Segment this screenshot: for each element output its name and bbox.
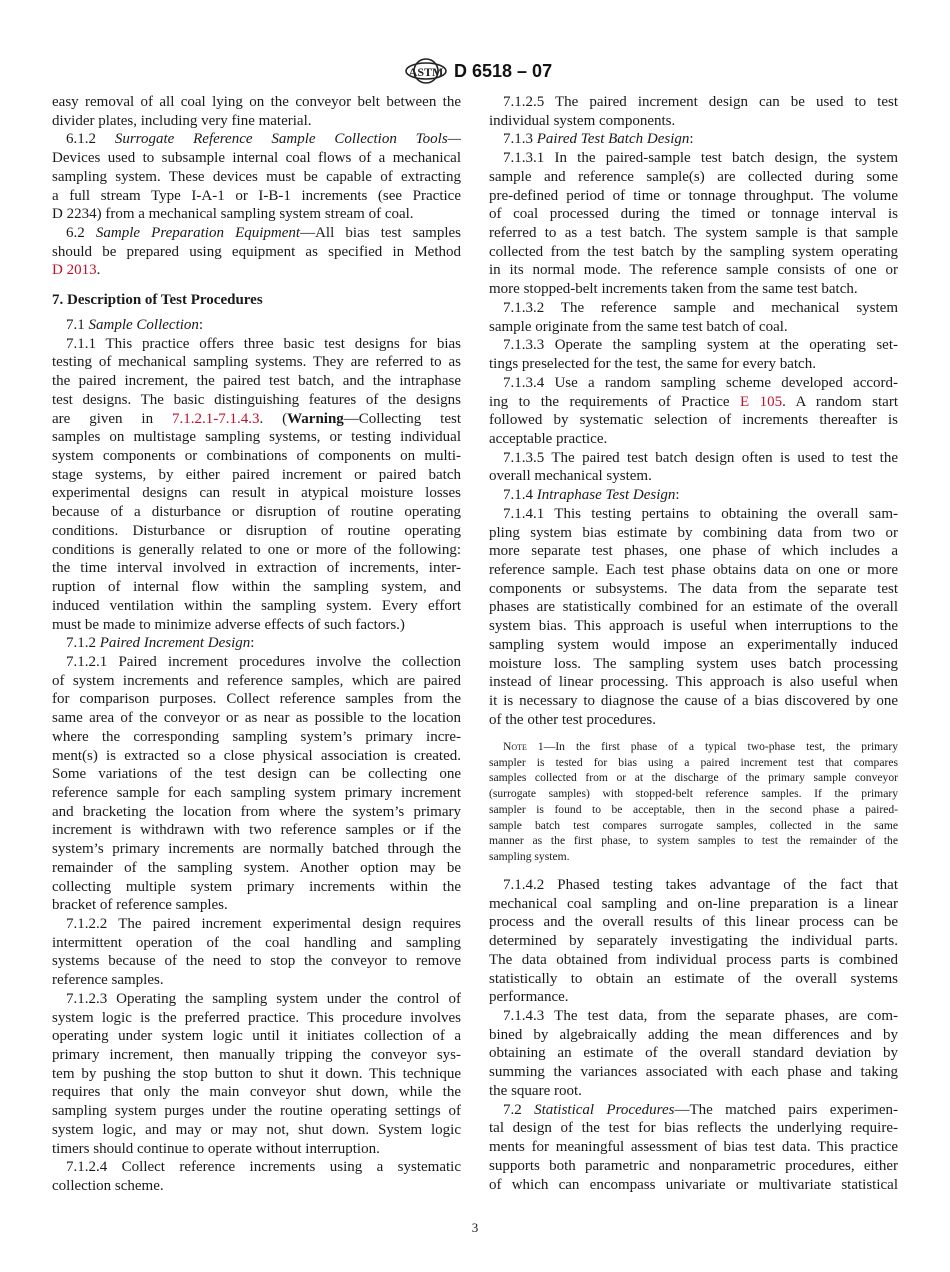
right-column-top: [489, 93, 898, 729]
text-line: collected from the test batch by the sampling system operating: [489, 243, 898, 260]
text-line: bined by algebraically adding the mean differences and by: [489, 1026, 898, 1043]
text-line: systems because of the need to stop the conveyor to remove: [52, 953, 461, 970]
text-line: where the corresponding sampling system’s primary incre-: [52, 728, 461, 745]
text-line: instead of linear processing. This approach is also useful when: [489, 674, 898, 691]
text-line: [52, 224, 461, 243]
text-line: 7.1.3.4 Use a random sampling scheme developed accord-: [503, 374, 898, 391]
italic-title: Paired Test Batch Design: [536, 131, 690, 148]
text-line: ments for meaningful assessment of bias test data. This practice: [489, 1139, 898, 1156]
text-line: sampling system purges under the routine operating settings of: [52, 1103, 461, 1120]
text-run: . (: [259, 410, 288, 427]
text-line: test designs. The basic distinguishing features of the designs: [52, 391, 461, 408]
text-line: 7.1.4.1 This testing pertains to obtaining the overall sam-: [503, 505, 898, 522]
text-line: [489, 393, 898, 412]
text-line: system components or combinations of components on multi-: [52, 448, 461, 465]
text-line: reference sample. Each test phase obtains data on one or more: [489, 561, 898, 578]
left-column-top: [52, 93, 461, 280]
text-line: samples on multistage sampling systems, or testing individual: [52, 429, 461, 446]
italic-title: Sample Collection: [88, 317, 199, 333]
text-line: easy removal of all coal lying on the conveyor belt between the: [52, 94, 461, 110]
text-line: The data obtained from individual process parts is combined: [489, 951, 898, 968]
reference-link[interactable]: D 2013: [52, 262, 97, 279]
text-line: ment(s) is extracted so a close physical association is created.: [52, 747, 461, 764]
svg-text:ASTM: ASTM: [408, 65, 444, 79]
text-line: [489, 739, 898, 755]
page-header: [404, 56, 552, 86]
text-line: Devices used to subsample internal coal flows of a mechanical: [52, 150, 461, 167]
text-line: induced ventilation within the sampling system. Every effort: [52, 597, 461, 614]
text-line: followed by systematic selection of increments thereafter is: [489, 412, 898, 429]
text-line: system logic, and may or may not, shut down. System logic: [52, 1121, 461, 1138]
text-line: in its normal mode. The reference sample consists of one or: [489, 262, 898, 279]
text-line: Some variations of the test design can be collecting one: [52, 766, 461, 783]
text-line: summing the variances associated with each phase and taking: [489, 1064, 898, 1081]
text-line: tem by pushing the stop button to shut it down. This technique: [52, 1065, 461, 1082]
text-line: referred to as a test batch. The system sample is that sample: [489, 225, 898, 242]
text-line: manner as the first phase, to system samples to test the remainder of the: [489, 834, 898, 848]
text-run: —The matched pairs experimen-: [674, 1101, 898, 1118]
text-line: 7.1.2.2 The paired increment experimental design requires: [66, 916, 461, 932]
text-run: 6.2: [66, 225, 96, 242]
bold-text: Warning: [287, 410, 344, 427]
text-line: overall mechanical system.: [489, 468, 652, 485]
text-line: conditions is generally related to one or more of the following:: [52, 541, 461, 558]
text-run: —All bias test samples: [300, 225, 461, 242]
text-run: :: [198, 317, 204, 333]
text-run: :: [250, 635, 255, 652]
text-line: sampler is found to be acceptable, then in the second phase a paired-: [489, 802, 898, 816]
text-line: system logic is the preferred practice. This procedure involves: [52, 1009, 461, 1026]
text-run: 1—In the first phase of a typical two-phase test, the primary: [526, 740, 898, 753]
text-line: of system increments and reference samples, which are paired: [52, 672, 461, 689]
text-line: (surrogate samples) with stopped-belt reference samples. If the primary: [489, 787, 898, 801]
text-line: 7.1.3.1 In the paired-sample test batch design, the system: [503, 150, 898, 167]
text-line: the time interval involved in extraction of increments, inter-: [52, 560, 461, 577]
text-line: [52, 261, 461, 280]
text-line: supports both parametric and nonparametric procedures, either: [489, 1157, 898, 1174]
text-line: ruption of internal flow within the sampling system, and: [52, 579, 461, 596]
text-line: obtaining an estimate of the overall standard deviation by: [489, 1045, 898, 1062]
text-line: 7.1.2.5 The paired increment design can be used to test: [503, 94, 898, 110]
right-column-bottom: [489, 876, 898, 1194]
note-label: Note: [503, 740, 527, 753]
text-line: tings preselected for the test, the same for every batch.: [489, 356, 816, 373]
text-line: sampling system. These devices must be capable of extracting: [52, 168, 461, 185]
text-line: [52, 634, 461, 653]
text-line: divider plates, including very fine material.: [52, 112, 312, 129]
text-line: statistically to obtain an estimate of the overall systems: [489, 970, 898, 987]
text-line: of which can encompass univariate or multivariate statistical: [489, 1176, 898, 1193]
text-line: of the other test procedures.: [489, 711, 657, 728]
text-line: pre-defined period of time or tonnage throughput. The volume: [489, 187, 898, 204]
text-line: [52, 316, 461, 335]
text-line: collection scheme.: [52, 1178, 164, 1195]
text-line: experimental designs can result in atypical moisture losses: [52, 485, 461, 502]
text-run: —Collecting test: [343, 410, 461, 427]
text-line: a full stream Type I-A-1 or I-B-1 increments (see Practice: [52, 187, 461, 204]
text-line: remainder of the sampling system. Another option may be: [52, 859, 461, 876]
text-line: mechanical coal sampling and on-line preparation is a linear: [489, 895, 898, 912]
text-line: sample originate from the same test batch of coal.: [489, 318, 788, 335]
text-run: :: [675, 487, 680, 504]
text-line: collecting multiple system primary increments within the: [52, 878, 461, 895]
text-line: pling system bias estimate by combining data from two or: [489, 524, 898, 541]
text-line: 7.1.2.4 Collect reference increments using a systematic: [66, 1159, 461, 1176]
reference-link[interactable]: E 105: [739, 393, 783, 410]
text-line: sampling system would impose an experimentally induced: [489, 636, 898, 653]
left-column-main: [52, 316, 461, 1196]
text-line: components or subsystems. The data from the separate test: [489, 580, 898, 597]
text-line: 7.1.2.1 Paired increment procedures involve the collection: [66, 653, 461, 670]
text-line: same area of the conveyor or as near as possible to the location: [52, 710, 461, 727]
text-run: 6.1.2: [66, 131, 115, 148]
text-line: the paired increment, the paired test batch, and the intraphase: [52, 373, 461, 390]
text-line: sampler is tested for bias using a paired increment test that compares: [489, 755, 898, 769]
text-line: determined by separately investigating the individual parts.: [489, 933, 898, 950]
text-line: bracket of reference samples.: [52, 897, 228, 914]
text-run: 7.1: [66, 317, 89, 333]
page-number: 3: [471, 1220, 479, 1235]
italic-title: Paired Increment Design: [99, 635, 251, 652]
text-line: 7.1.3.2 The reference sample and mechanical system: [503, 299, 898, 316]
text-line: D 2234) from a mechanical sampling system stream of coal.: [52, 206, 414, 223]
text-line: operating under system logic until it initiates collection of a: [52, 1028, 461, 1045]
text-line: intermittent operation of the coal handling and sampling: [52, 934, 461, 951]
text-line: samples collected from or at the discharge of the primary sample conveyor: [489, 771, 898, 785]
text-line: testing of mechanical sampling systems. They are referred to as: [52, 354, 461, 371]
text-line: primary increment, then manually tripping the conveyor sys-: [52, 1047, 461, 1064]
text-line: [489, 486, 898, 505]
text-line: sample and reference sample(s) are collected during some: [489, 168, 898, 185]
text-line: 7.1.4.2 Phased testing takes advantage of the fact that: [503, 877, 898, 893]
text-line: tal design of the test for bias reflects the underlying require-: [489, 1120, 898, 1137]
italic-title: Sample Preparation Equipment: [95, 225, 301, 242]
text-line: moisture loss. The sampling system uses batch processing: [489, 655, 898, 672]
text-line: 7.1.3.3 Operate the sampling system at the operating set-: [503, 337, 898, 354]
text-run: 7.1.2: [66, 635, 100, 652]
text-line: system bias. This approach is useful when interruptions to the: [489, 618, 898, 635]
text-line: [489, 130, 898, 149]
text-line: for comparison purposes. Collect reference samples from the: [52, 691, 461, 708]
text-run: 7.2: [503, 1101, 535, 1118]
text-line: [489, 1101, 898, 1120]
text-line: 7.1.3.5 The paired test batch design often is used to test the: [503, 449, 898, 466]
text-line: acceptable practice.: [489, 430, 608, 447]
text-run: . A random start: [782, 393, 898, 410]
text-line: it is necessary to diagnose the cause of a bias discovered by one: [489, 693, 898, 709]
italic-title: Intraphase Test Design: [536, 487, 676, 504]
astm-logo-icon: [404, 56, 448, 86]
text-line: more stopped-belt increments taken from the same test batch.: [489, 281, 858, 298]
text-run: are given in: [52, 410, 172, 427]
text-line: 7.1.1 This practice offers three basic test designs for bias: [66, 335, 461, 352]
text-run: 7.1.3: [503, 131, 537, 148]
text-line: sample batch test compares surrogate samples, collected in the same: [489, 818, 898, 832]
text-line: sampling system.: [489, 849, 570, 863]
text-line: reference sample for each sampling system primary increment: [52, 784, 461, 801]
text-run: .: [96, 262, 101, 279]
text-line: process and the overall results of this linear process can be: [489, 914, 898, 931]
text-line: should be prepared using equipment as specified in Method: [52, 243, 461, 260]
text-line: 7.1.4.3 The test data, from the separate phases, are com-: [503, 1008, 898, 1025]
italic-title: Statistical Procedures: [534, 1101, 675, 1118]
text-line: because of a disturbance or disruption of routine operating: [52, 504, 461, 521]
reference-link[interactable]: 7.1.2.1-7.1.4.3: [171, 410, 260, 427]
text-line: the square root.: [489, 1082, 582, 1099]
italic-title: Surrogate Reference Sample Collection Tools—: [114, 131, 461, 148]
text-line: timers should continue to operate without interruption.: [52, 1140, 380, 1157]
text-line: requires that only the main conveyor shut down, while the: [52, 1084, 461, 1101]
document-designation: D 6518 – 07: [454, 60, 553, 81]
text-line: reference samples.: [52, 972, 164, 989]
text-line: increment is withdrawn with two reference samples or if the: [52, 822, 461, 839]
text-line: 7.1.2.3 Operating the sampling system under the control of: [66, 990, 461, 1007]
text-line: of coal processed during the timed or tonnage interval is: [489, 206, 898, 223]
text-line: individual system components.: [489, 112, 676, 129]
text-line: and bracketing the location from where the system’s primary: [52, 803, 461, 820]
text-line: phases are statistically combined for an estimate of the overall: [489, 599, 898, 616]
text-line: must be made to minimize adverse effects of such factors.): [52, 616, 405, 633]
text-line: [52, 410, 461, 429]
text-line: stage systems, by either paired increment or paired batch: [52, 466, 461, 483]
text-line: conditions. Disturbance or disruption of routine operating: [52, 522, 461, 539]
text-line: [52, 130, 461, 149]
section-heading: 7. Description of Test Procedures: [52, 292, 263, 308]
text-run: :: [689, 131, 694, 148]
text-run: ing to the requirements of Practice: [489, 393, 740, 410]
text-line: more separate test phases, one phase of which includes a: [489, 543, 898, 560]
note-1: [489, 739, 898, 865]
text-run: 7.1.4: [503, 487, 537, 504]
text-line: system’s primary increments are normally batched through the: [52, 841, 461, 858]
text-line: performance.: [489, 989, 569, 1006]
